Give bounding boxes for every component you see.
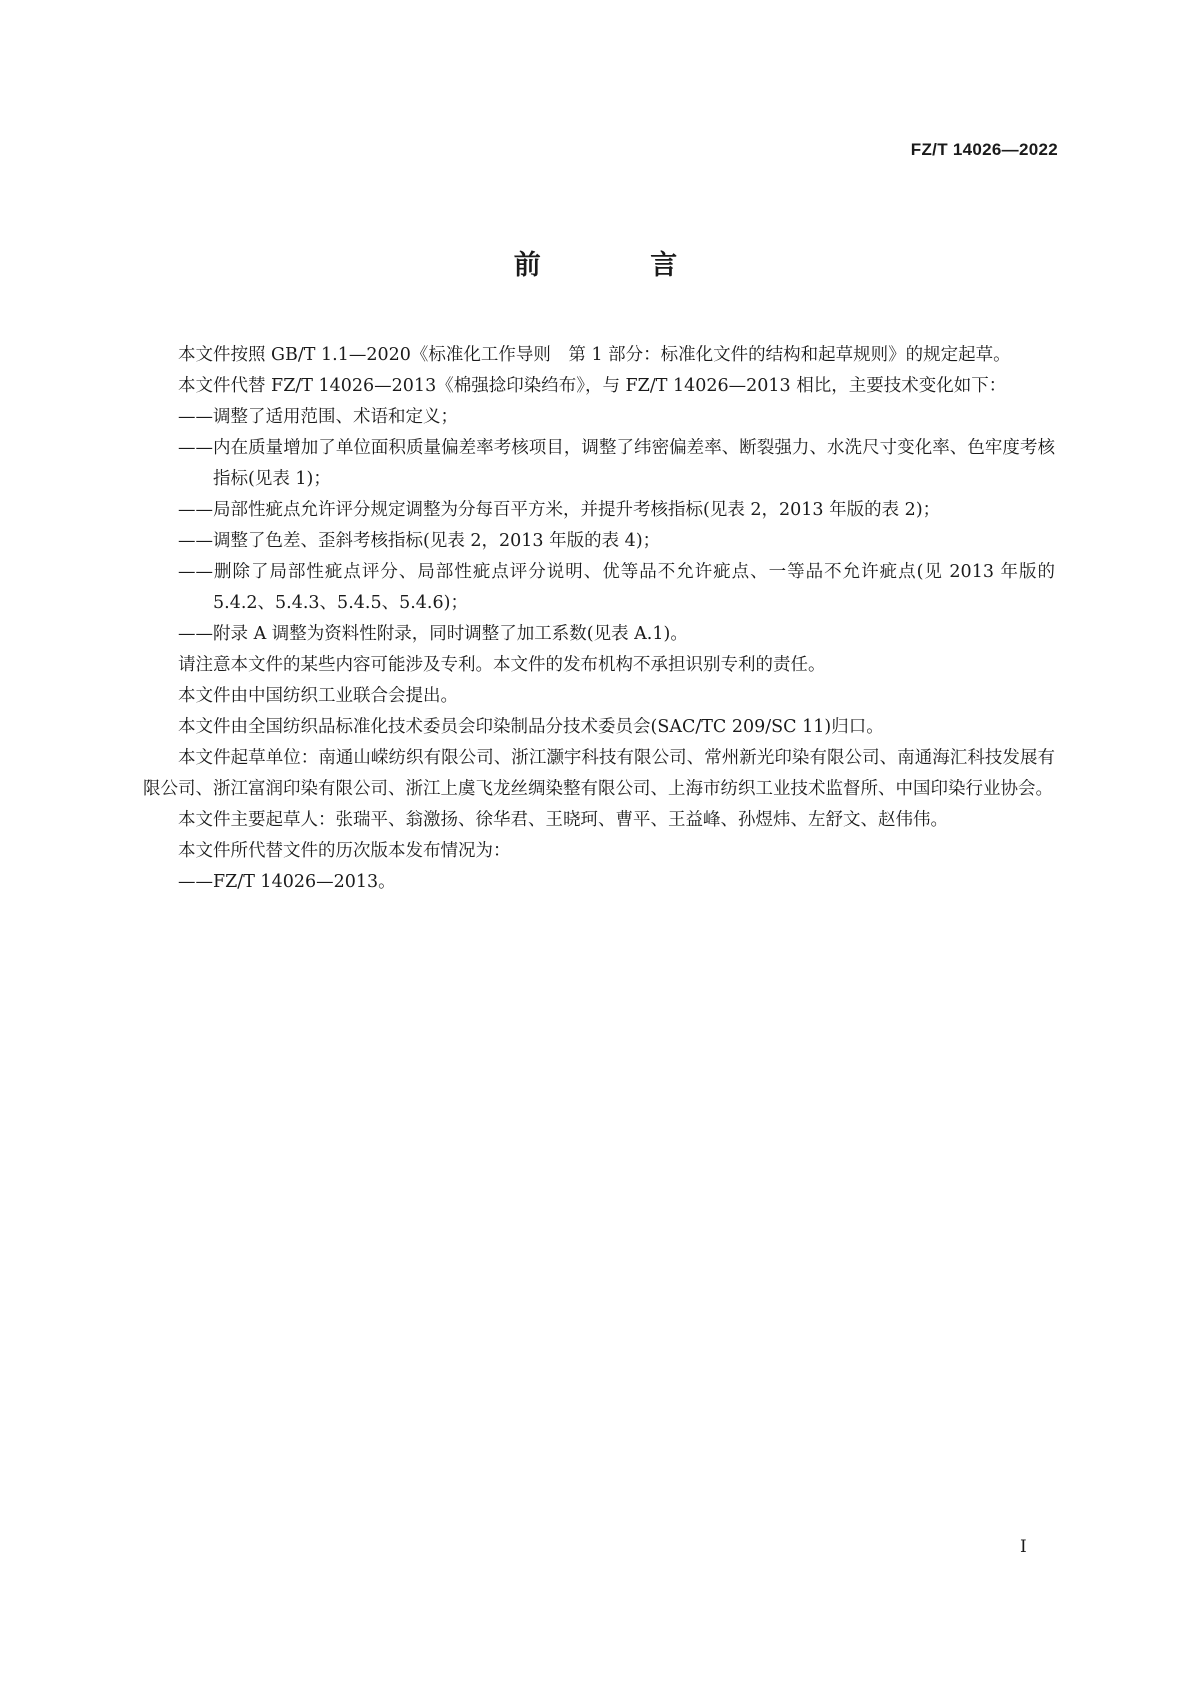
paragraph-proposer: 本文件由中国纺织工业联合会提出。 xyxy=(178,686,458,706)
page-number: I xyxy=(1020,1537,1027,1557)
paragraph-committee: 本文件由全国纺织品标准化技术委员会印染制品分技术委员会(SAC/TC 209/SC 11)归口。 xyxy=(178,717,884,737)
paragraph-drafters: 本文件主要起草人：张瑞平、翁激扬、徐华君、王晓珂、曹平、王益峰、孙煜炜、左舒文、赵伟伟。 xyxy=(178,810,948,830)
page-title: 前 言 xyxy=(513,250,728,281)
paragraph-history-intro: 本文件所代替文件的历次版本发布情况为： xyxy=(178,841,511,861)
change-item: ——删除了局部性疵点评分、局部性疵点评分说明、优等品不允许疵点、一等品不允许疵点(见 2013 年版的 5.4.2、5.4.3、5.4.5、5.4.6)； xyxy=(178,562,1055,613)
history-item: ——FZ/T 14026—2013。 xyxy=(178,872,396,892)
paragraph-drafting-basis: 本文件按照 GB/T 1.1—2020《标准化工作导则 第 1 部分：标准化文件的结构和起草规则》的规定起草。 xyxy=(178,345,1011,365)
paragraph-replacement: 本文件代替 FZ/T 14026—2013《棉强捻印染绉布》，与 FZ/T 14026—2013 相比，主要技术变化如下： xyxy=(178,376,1007,396)
paragraph-drafting-units: 本文件起草单位：南通山嵘纺织有限公司、浙江灏宇科技有限公司、常州新光印染有限公司、南通海汇科技发展有限公司、浙江富润印染有限公司、浙江上虞飞龙丝绸染整有限公司、上海市纺织工业技术监督所、中国印染行业协会。 xyxy=(143,748,1055,799)
paragraph-patent-note: 请注意本文件的某些内容可能涉及专利。本文件的发布机构不承担识别专利的责任。 xyxy=(178,655,826,675)
change-item: ——调整了色差、歪斜考核指标(见表 2，2013 年版的表 4)； xyxy=(178,531,661,551)
change-item: ——内在质量增加了单位面积质量偏差率考核项目，调整了纬密偏差率、断裂强力、水洗尺寸变化率、色牢度考核指标(见表 1)； xyxy=(178,438,1055,489)
change-item: ——调整了适用范围、术语和定义； xyxy=(178,407,458,427)
foreword-body xyxy=(143,340,1055,898)
change-item: ——局部性疵点允许评分规定调整为分每百平方米，并提升考核指标(见表 2，2013 年版的表 2)； xyxy=(178,500,941,520)
document-code: FZ/T 14026—2022 xyxy=(910,140,1058,159)
change-item: ——附录 A 调整为资料性附录，同时调整了加工系数(见表 A.1)。 xyxy=(178,624,688,644)
